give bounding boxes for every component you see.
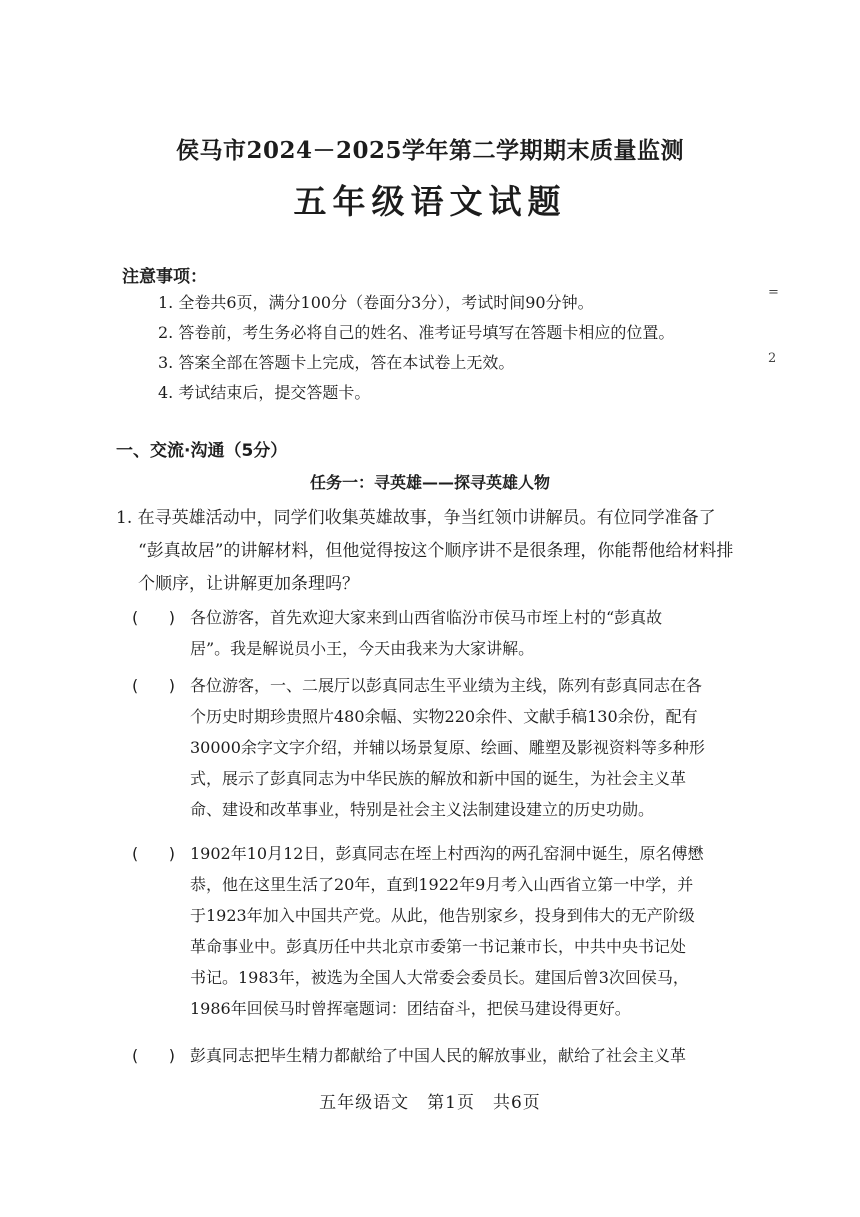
answer-blank: ( ) [132,844,175,863]
question-line: 1. 在寻英雄活动中，同学们收集英雄故事，争当红领巾讲解员。有位同学准备了 [116,508,716,528]
item-line: 各位游客，首先欢迎大家来到山西省临汾市侯马市垤上村的“彭真故 [190,608,663,627]
question-line: 个顺序，让讲解更加条理吗？ [138,574,359,594]
item-line: 个历史时期珍贵照片480余幅、实物220余件、文献手稿130余份，配有 [190,707,698,726]
ordering-item [132,1040,762,1071]
item-line: 书记。1983年，被选为全国人大常委会委员长。建国后曾3次回侯马， [190,968,689,987]
exam-title: 侯马市2024－2025学年第二学期期末质量监测 [175,137,685,164]
item-line: 1902年10月12日，彭真同志在垤上村西沟的两孔窑洞中诞生，原名傅懋 [190,844,704,863]
note-item: 1. 全卷共6页，满分100分（卷面分3分），考试时间90分钟。 [158,293,594,312]
answer-blank: ( ) [132,608,175,627]
ordering-item [132,602,762,664]
question-line: “彭真故居”的讲解材料，但他觉得按这个顺序讲不是很条理，你能帮他给材料排 [138,541,734,561]
item-line: 1986年回侯马时曾挥毫题词：团结奋斗，把侯马建设得更好。 [190,999,631,1018]
note-item: 3. 答案全部在答题卡上完成，答在本试卷上无效。 [158,353,515,372]
item-line: 革命事业中。彭真历任中共北京市委第一书记兼市长，中共中央书记处 [190,937,687,956]
question-1 [116,502,756,601]
item-line: 命、建设和改革事业，特别是社会主义法制建设建立的历史功勋。 [190,800,655,819]
ordering-item [132,670,762,825]
margin-mark: = [768,285,779,300]
note-item: 4. 考试结束后，提交答题卡。 [158,383,371,402]
ordering-item [132,838,762,1024]
item-line: 于1923年加入中国共产党。从此，他告别家乡，投身到伟大的无产阶级 [190,906,695,925]
item-line: 彭真同志把毕生精力都献给了中国人民的解放事业，献给了社会主义革 [190,1046,687,1065]
item-line: 30000余字文字介绍，并辅以场景复原、绘画、雕塑及影视资料等多种形 [190,738,705,757]
notes-heading: 注意事项： [122,267,207,287]
item-line: 各位游客，一、二展厅以彭真同志生平业绩为主线，陈列有彭真同志在各 [190,676,703,695]
answer-blank: ( ) [132,676,175,695]
item-line: 式，展示了彭真同志为中华民族的解放和新中国的诞生，为社会主义革 [190,769,687,788]
item-line: 恭，他在这里生活了20年，直到1922年9月考入山西省立第一中学，并 [190,875,694,894]
exam-subtitle: 五年级语文试题 [293,182,567,221]
section-heading: 一、交流·沟通（5分） [116,441,288,461]
item-line: 居”。我是解说员小王，今天由我来为大家讲解。 [190,639,535,658]
answer-blank: ( ) [132,1046,175,1065]
page-footer: 五年级语文 第1页 共6页 [319,1093,541,1113]
task-heading: 任务一：寻英雄——探寻英雄人物 [309,473,550,492]
note-item: 2. 答卷前，考生务必将自己的姓名、准考证号填写在答题卡相应的位置。 [158,323,675,342]
margin-mark: 2 [768,351,777,366]
